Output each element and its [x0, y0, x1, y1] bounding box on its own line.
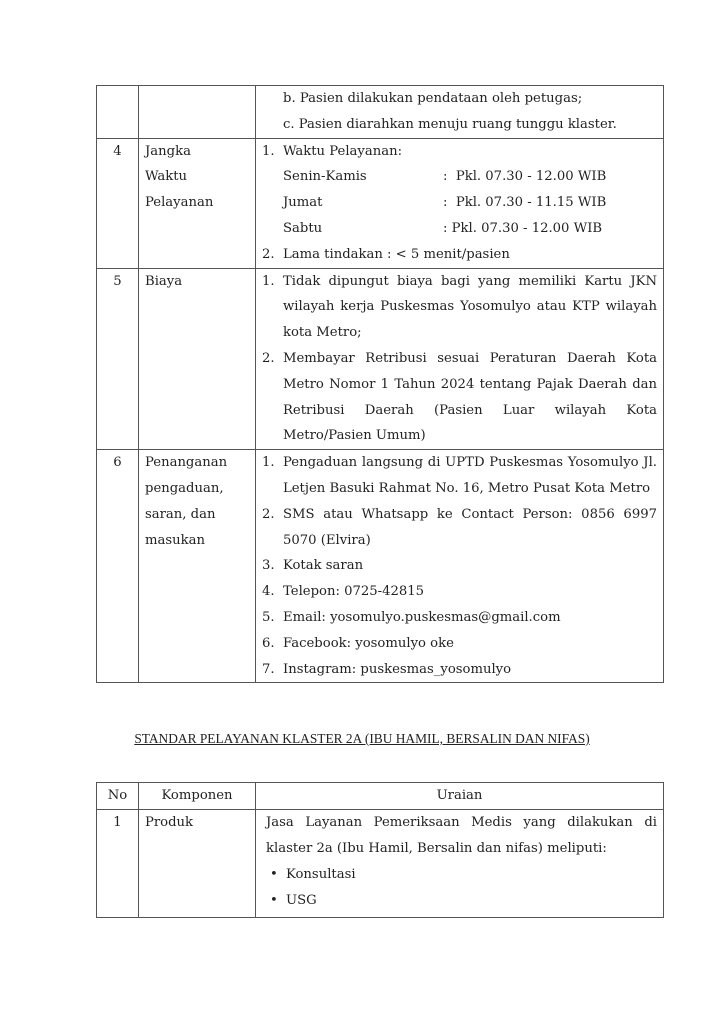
uraian-line: c. Pasien diarahkan menuju ruang tunggu klaster. — [283, 116, 617, 132]
item-text: Email: yosomulyo.puskesmas@gmail.com — [283, 609, 561, 625]
item-number: 4. — [262, 584, 275, 600]
komponen-cell — [139, 450, 256, 683]
item-number: 6. — [262, 635, 275, 651]
table-row — [97, 450, 664, 683]
komponen-line: Penanganan — [145, 455, 228, 471]
no-cell: 6 — [97, 450, 139, 683]
list-item — [256, 605, 657, 631]
komponen-cell: Produk — [139, 809, 256, 917]
uraian-cell — [256, 138, 664, 268]
item-number: 5. — [262, 609, 275, 625]
no-cell: 4 — [97, 138, 139, 268]
item-text: Waktu Pelayanan: — [283, 143, 403, 159]
list-item — [266, 862, 657, 888]
schedule-time: : Pkl. 07.30 - 12.00 WIB — [443, 169, 607, 185]
schedule-row — [283, 164, 657, 190]
header-no: No — [97, 783, 139, 810]
komponen-line: saran, dan — [145, 506, 216, 522]
uraian-list — [256, 269, 663, 450]
item-number: 2. — [262, 506, 275, 522]
item-number: 1. — [262, 143, 275, 159]
item-number: 2. — [262, 246, 275, 262]
klaster-2a-table — [96, 782, 664, 918]
item-text: Lama tindakan : < 5 menit/pasien — [283, 246, 510, 262]
schedule-day: Sabtu — [283, 220, 323, 236]
no-cell: 5 — [97, 268, 139, 450]
list-item — [266, 888, 657, 914]
list-item — [256, 579, 657, 605]
komponen-line: pengaduan, — [145, 480, 224, 496]
uraian-cell — [256, 268, 664, 450]
komponen-cell — [139, 86, 256, 139]
table-row — [97, 86, 664, 139]
item-number: 1. — [262, 273, 275, 289]
komponen-cell — [139, 138, 256, 268]
list-item — [256, 242, 657, 268]
uraian-cell — [256, 450, 664, 683]
uraian-cell — [256, 809, 664, 917]
list-item — [256, 346, 657, 449]
bullet-list — [266, 862, 657, 914]
schedule-row — [283, 216, 657, 242]
list-item — [256, 139, 657, 242]
header-komponen: Komponen — [139, 783, 256, 810]
list-item — [256, 502, 657, 554]
list-item — [256, 631, 657, 657]
komponen-cell: Biaya — [139, 268, 256, 450]
table-header-row — [97, 783, 664, 810]
komponen-line: Jangka — [145, 143, 191, 159]
item-text: Telepon: 0725-42815 — [283, 584, 425, 600]
item-text: Membayar Retribusi sesuai Peraturan Daerah Kota Metro Nomor 1 Tahun 2024 tentang Pajak Daerah dan Retribusi Daerah (Pasien Luar wilayah Kota Metro/Pasien Umum) — [283, 350, 657, 444]
schedule-time: : Pkl. 07.30 - 11.15 WIB — [443, 195, 607, 211]
list-item — [256, 657, 657, 683]
uraian-text: Jasa Layanan Pemeriksaan Medis yang dilakukan di klaster 2a (Ibu Hamil, Bersalin dan nifas) meliputi: — [266, 814, 657, 856]
item-text: Pengaduan langsung di UPTD Puskesmas Yosomulyo Jl. Letjen Basuki Rahmat No. 16, Metro Pusat Kota Metro — [283, 455, 657, 496]
item-number: 1. — [262, 455, 275, 471]
list-item — [256, 269, 657, 346]
item-text: USG — [286, 892, 317, 908]
uraian-list — [256, 450, 663, 682]
bullet-icon: • — [270, 892, 278, 908]
header-uraian: Uraian — [256, 783, 664, 810]
schedule-day: Senin-Kamis — [283, 169, 367, 185]
item-text: SMS atau Whatsapp ke Contact Person: 0856 6997 5070 (Elvira) — [283, 506, 657, 548]
komponen-line: Pelayanan — [145, 195, 214, 211]
item-number: 3. — [262, 558, 275, 574]
section-title: STANDAR PELAYANAN KLASTER 2A (IBU HAMIL, BERSALIN DAN NIFAS) — [134, 731, 590, 746]
schedule-row — [283, 190, 657, 216]
item-text: Tidak dipungut biaya bagi yang memiliki Kartu JKN wilayah kerja Puskesmas Yosomulyo atau KTP wilayah kota Metro; — [283, 273, 657, 341]
item-text: Instagram: puskesmas_yosomulyo — [283, 661, 512, 677]
komponen-line: Waktu — [145, 169, 188, 185]
komponen-line: masukan — [145, 532, 205, 548]
item-text: Kotak saran — [283, 558, 364, 574]
uraian-cell — [256, 86, 664, 139]
list-item — [256, 553, 657, 579]
service-standard-table-continued — [96, 85, 664, 683]
list-item — [256, 450, 657, 502]
no-cell: 1 — [97, 809, 139, 917]
table-row — [97, 138, 664, 268]
uraian-list — [256, 139, 663, 268]
schedule-day: Jumat — [283, 195, 323, 211]
no-cell — [97, 86, 139, 139]
uraian-line: b. Pasien dilakukan pendataan oleh petugas; — [283, 91, 583, 106]
item-text: Facebook: yosomulyo oke — [283, 635, 454, 651]
table-row — [97, 268, 664, 450]
item-text: Konsultasi — [286, 866, 356, 882]
bullet-icon: • — [270, 866, 278, 882]
schedule-time: : Pkl. 07.30 - 12.00 WIB — [443, 220, 603, 236]
table-row — [97, 809, 664, 917]
item-number: 2. — [262, 350, 275, 366]
item-number: 7. — [262, 661, 275, 677]
